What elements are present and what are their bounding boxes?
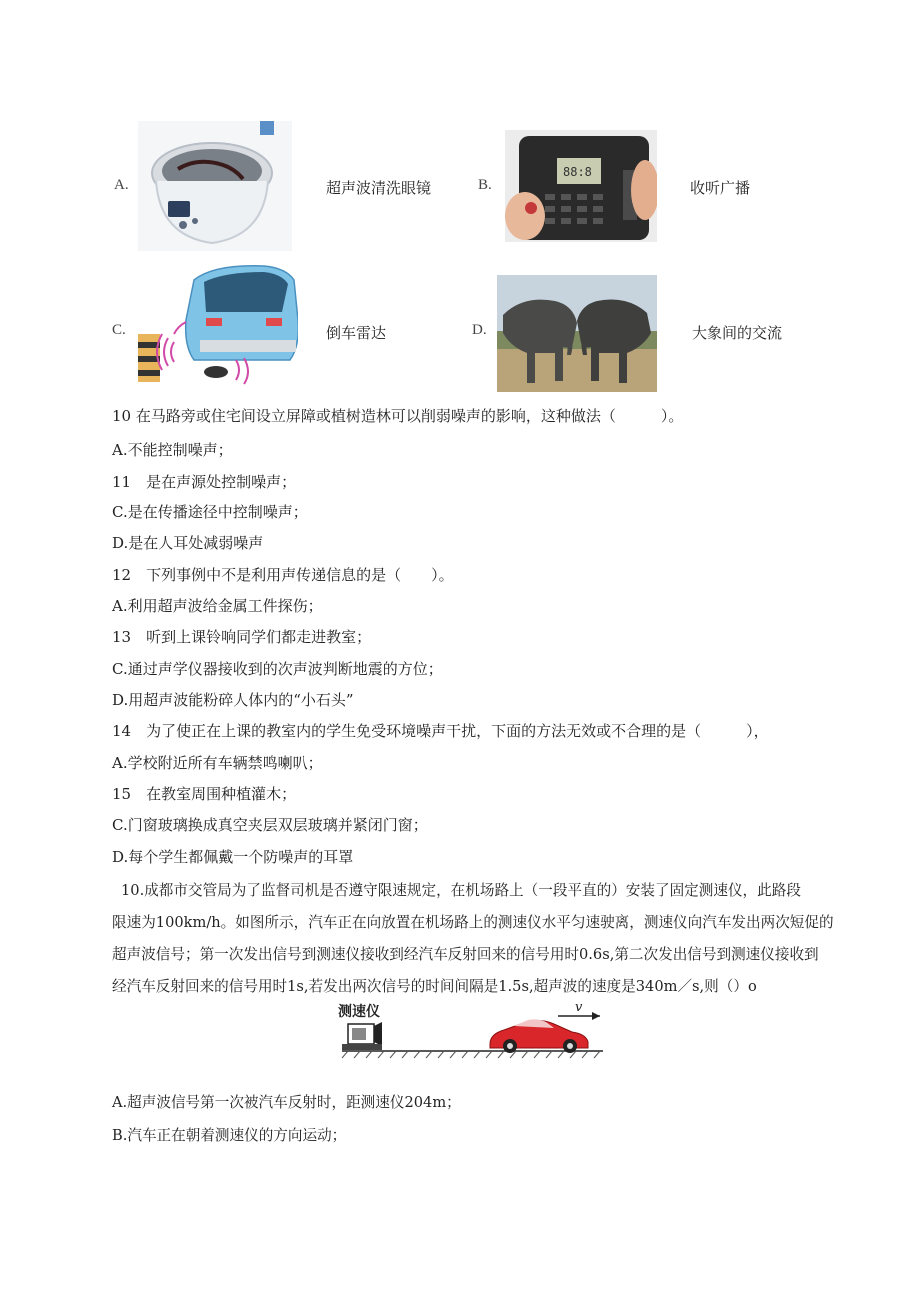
problem-line-3: 超声波信号；第一次发出信号到测速仪接收到经汽车反射回来的信号用时0.6s,第二次发出信号到测速仪接收到 <box>112 946 819 963</box>
q12-option-d: D.用超声波能粉碎人体内的“小石头” <box>112 691 354 709</box>
q14-option-c: C.门窗玻璃换成真空夹层双层玻璃并紧闭门窗； <box>112 816 428 834</box>
option-text-c: 倒车雷达 <box>326 324 387 342</box>
question-10-stem: 10 在马路旁或住宅间设立屏障或植树造林可以削弱噪声的影响，这种做法（ ）。 <box>112 407 684 425</box>
option-letter-a: A. <box>114 177 129 193</box>
option-letter-d: D. <box>472 322 487 338</box>
problem-option-a: A.超声波信号第一次被汽车反射时，距测速仪204m； <box>112 1094 461 1111</box>
speed-detector-label: 测速仪 <box>338 1004 380 1020</box>
option-text-d: 大象间的交流 <box>692 324 783 342</box>
elephants-icon <box>497 275 657 392</box>
question-12-stem: 12 下列事例中不是利用声传递信息的是（ ）。 <box>112 566 454 584</box>
ultrasonic-cleaner-icon <box>138 121 292 251</box>
q12-option-b: 13 听到上课铃响同学们都走进教室； <box>112 628 372 646</box>
option-letter-b: B. <box>478 177 492 193</box>
problem-line-1: 10.成都市交管局为了监督司机是否遵守限速规定，在机场路上（一段平直的）安装了固定测速仪，此路段 <box>121 882 801 899</box>
reversing-radar-icon <box>126 262 298 386</box>
velocity-label: v <box>575 1000 583 1015</box>
q10-option-c: C.是在传播途径中控制噪声； <box>112 503 308 521</box>
q14-option-d: D.每个学生都佩戴一个防噪声的耳罩 <box>112 848 354 866</box>
option-text-b: 收听广播 <box>690 179 751 197</box>
q12-option-c: C.通过声学仪器接收到的次声波判断地震的方位； <box>112 660 443 678</box>
option-text-a: 超声波清洗眼镜 <box>326 179 432 197</box>
q14-option-a: A.学校附近所有车辆禁鸣喇叭； <box>112 754 323 772</box>
speed-detector-figure <box>338 1000 608 1062</box>
question-14-stem: 14 为了使正在上课的教室内的学生免受环境噪声干扰，下面的方法无效或不合理的是（ ）， <box>112 722 769 740</box>
q10-option-b: 11 是在声源处控制噪声； <box>112 473 297 491</box>
q14-option-b: 15 在教室周围种植灌木； <box>112 785 297 803</box>
q10-option-d: D.是在人耳处减弱噪声 <box>112 534 264 552</box>
radio-icon <box>505 130 657 242</box>
problem-line-2: 限速为100km/h。如图所示，汽车正在向放置在机场路上的测速仪水平匀速驶离，测速仪向汽车发出两次短促的 <box>112 914 834 931</box>
svg-text:88:8: 88:8 <box>563 165 592 179</box>
q10-option-a: A.不能控制噪声； <box>112 441 233 459</box>
q12-option-a: A.利用超声波给金属工件探伤； <box>112 597 323 615</box>
problem-option-b: B.汽车正在朝着测速仪的方向运动； <box>112 1127 347 1144</box>
problem-line-4: 经汽车反射回来的信号用时1s,若发出两次信号的时间间隔是1.5s,超声波的速度是340m／s,则（）o <box>112 978 757 995</box>
option-letter-c: C. <box>112 322 126 338</box>
